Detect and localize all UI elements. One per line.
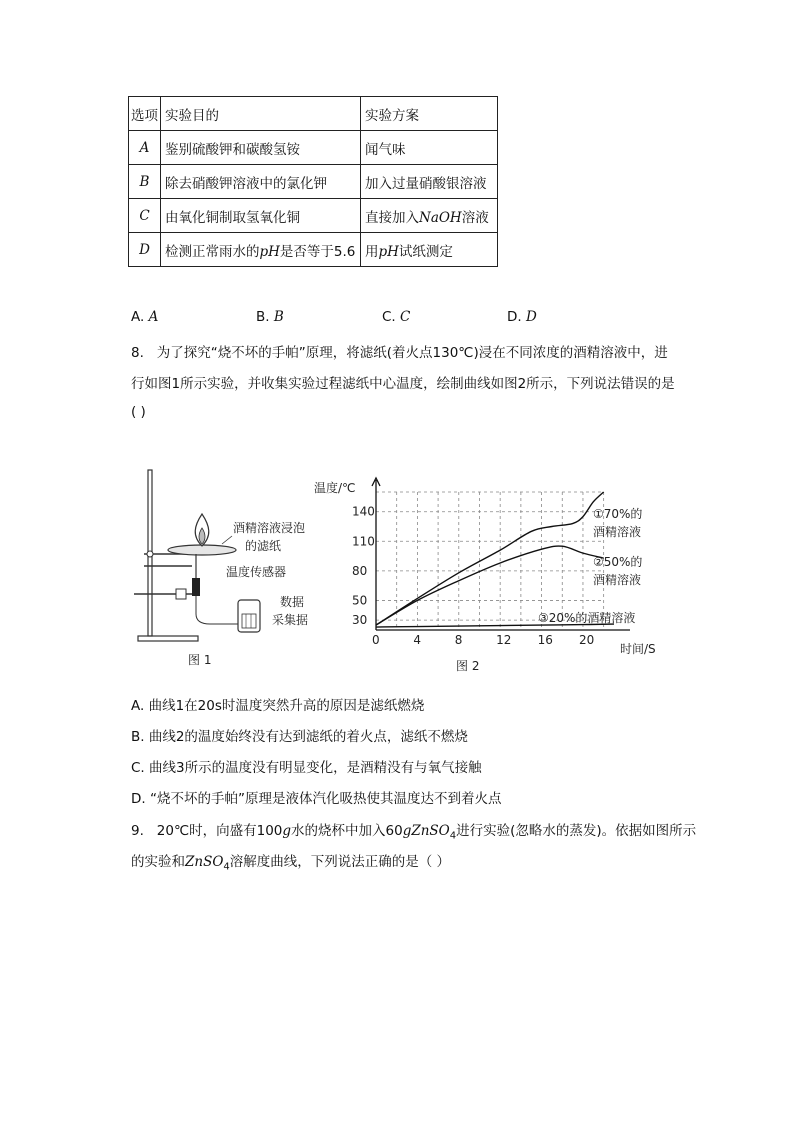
x-tick-label: 4 xyxy=(413,633,422,647)
option-prefix: D. xyxy=(507,309,522,325)
q8-option-c: C. 曲线3所示的温度没有明显变化，是酒精没有与氧气接触 xyxy=(131,760,482,776)
figure-1-apparatus xyxy=(130,462,310,677)
option-prefix: C. xyxy=(382,309,396,325)
table-header-cell: 选项 xyxy=(129,97,161,131)
q9-line-2 xyxy=(131,850,450,873)
plan-text: 试纸测定 xyxy=(398,243,453,260)
plan-cell: 加入过量硝酸银溶液 xyxy=(361,165,498,199)
chart-series xyxy=(376,492,614,627)
formula-text: g xyxy=(282,823,292,839)
plan-text: 用 xyxy=(365,243,379,260)
purpose-cell: 由氧化铜制取氢氧化铜 xyxy=(161,199,361,233)
stand-base xyxy=(138,636,198,641)
formula-text: pH xyxy=(259,243,280,260)
table-row xyxy=(129,165,498,199)
question-text: 水的烧杯中加入60 xyxy=(291,823,403,839)
experiment-table xyxy=(128,96,498,267)
clamp-knob xyxy=(147,551,153,557)
option-cell: C xyxy=(129,199,161,233)
chart-grid xyxy=(376,492,604,630)
q8-option-b: B. 曲线2的温度始终没有达到滤纸的着火点，滤纸不燃烧 xyxy=(131,729,468,745)
figure-2-chart xyxy=(310,470,680,675)
option-cell: B xyxy=(129,165,161,199)
table-row xyxy=(129,131,498,165)
question-text: 溶解度曲线，下列说法正确的是（ ） xyxy=(229,854,451,870)
formula-text: ZnSO xyxy=(185,854,224,870)
purpose-cell: 除去硝酸钾溶液中的氯化钾 xyxy=(161,165,361,199)
table-header-row xyxy=(129,97,498,131)
plan-text: 溶液 xyxy=(461,209,489,226)
x-tick-label: 0 xyxy=(372,633,380,647)
x-tick-label: 12 xyxy=(496,633,512,647)
option-prefix: B. xyxy=(256,309,270,325)
option-cell: D xyxy=(129,233,161,267)
y-tick-label: 140 xyxy=(352,504,375,519)
figure-2-caption: 图 2 xyxy=(456,659,480,673)
data-cable xyxy=(196,614,238,624)
q8-line-1 xyxy=(131,341,668,361)
q8-option-a: A. 曲线1在20s时温度突然升高的原因是滤纸燃烧 xyxy=(131,698,425,714)
option-cell: A xyxy=(129,131,161,165)
option-value: C xyxy=(400,309,411,325)
q8-line-3: ( ) xyxy=(131,404,146,420)
label-sensor: 温度传感器 xyxy=(226,565,287,579)
label-soaked-paper: 的滤纸 xyxy=(245,539,282,553)
series-label: ③20%的酒精溶液 xyxy=(538,611,636,625)
question-text: 为了探究“烧不坏的手帕”原理，将滤纸(着火点130℃)浸在不同浓度的酒精溶液中，进 xyxy=(156,345,668,361)
formula-text: NaOH xyxy=(419,209,462,226)
q8-line-2: 行如图1所示实验，并收集实验过程滤纸中心温度，绘制曲线如图2所示，下列说法错误的是 xyxy=(131,376,675,392)
option-prefix: A. xyxy=(131,309,145,325)
plan-cell: 闻气味 xyxy=(361,131,498,165)
table-row xyxy=(129,233,498,267)
purpose-cell xyxy=(161,233,361,267)
formula-subscript: 4 xyxy=(449,830,457,842)
plan-cell xyxy=(361,233,498,267)
label-soaked-paper: 酒精溶液浸泡 xyxy=(233,521,306,535)
label-collector: 采集据 xyxy=(272,613,309,627)
plan-cell xyxy=(361,199,498,233)
series-label: ①70%的 xyxy=(593,507,643,521)
question-number: 8. xyxy=(131,345,144,361)
formula-subscript: 4 xyxy=(223,861,230,873)
option-value: D xyxy=(525,309,537,325)
label-pointer xyxy=(222,536,232,544)
figure-1-caption: 图 1 xyxy=(188,653,212,667)
q7-option-c xyxy=(382,309,410,325)
clamp-block xyxy=(176,589,186,599)
formula-text: gZnSO xyxy=(402,823,450,839)
series-label: ②50%的 xyxy=(593,555,643,569)
purpose-text: 检测正常雨水的 xyxy=(165,243,260,260)
question-text: 20℃时，向盛有100 xyxy=(156,823,283,839)
series-label: 酒精溶液 xyxy=(593,573,642,587)
q9-line-1 xyxy=(131,819,696,842)
formula-text: pH xyxy=(378,243,399,260)
data-collector xyxy=(238,600,260,632)
y-tick-label: 50 xyxy=(352,593,368,608)
q7-option-b xyxy=(256,309,284,325)
purpose-cell: 鉴别硫酸钾和碳酸氢铵 xyxy=(161,131,361,165)
option-value: B xyxy=(273,309,284,325)
plan-text: 直接加入 xyxy=(365,209,419,226)
y-tick-label: 80 xyxy=(352,563,368,578)
table-row xyxy=(129,199,498,233)
x-tick-label: 20 xyxy=(578,633,595,647)
series-label: 酒精溶液 xyxy=(593,525,642,539)
table-header-cell: 实验方案 xyxy=(361,97,498,131)
q7-option-a xyxy=(131,309,158,325)
question-text: 的实验和 xyxy=(131,854,185,870)
y-tick-label: 30 xyxy=(352,613,368,628)
y-tick-label: 110 xyxy=(352,534,375,549)
q7-option-d xyxy=(507,309,537,325)
x-axis-label: 时间/S xyxy=(620,642,656,656)
question-text: 进行实验(忽略水的蒸发)。依据如图所示 xyxy=(456,823,697,839)
chart-series-labels xyxy=(538,507,642,625)
x-tick-label: 16 xyxy=(537,633,553,647)
option-value: A xyxy=(148,309,159,325)
y-axis-label: 温度/℃ xyxy=(314,481,356,495)
label-collector: 数据 xyxy=(280,595,305,609)
x-tick-label: 8 xyxy=(454,633,463,647)
chart-axes xyxy=(372,478,630,630)
temperature-sensor xyxy=(192,578,200,596)
question-number: 9. xyxy=(131,823,144,839)
q8-option-d: D. “烧不坏的手帕”原理是液体汽化吸热使其温度达不到着火点 xyxy=(131,791,502,807)
table-header-cell: 实验目的 xyxy=(161,97,361,131)
purpose-text: 是否等于5.6 xyxy=(279,243,356,260)
